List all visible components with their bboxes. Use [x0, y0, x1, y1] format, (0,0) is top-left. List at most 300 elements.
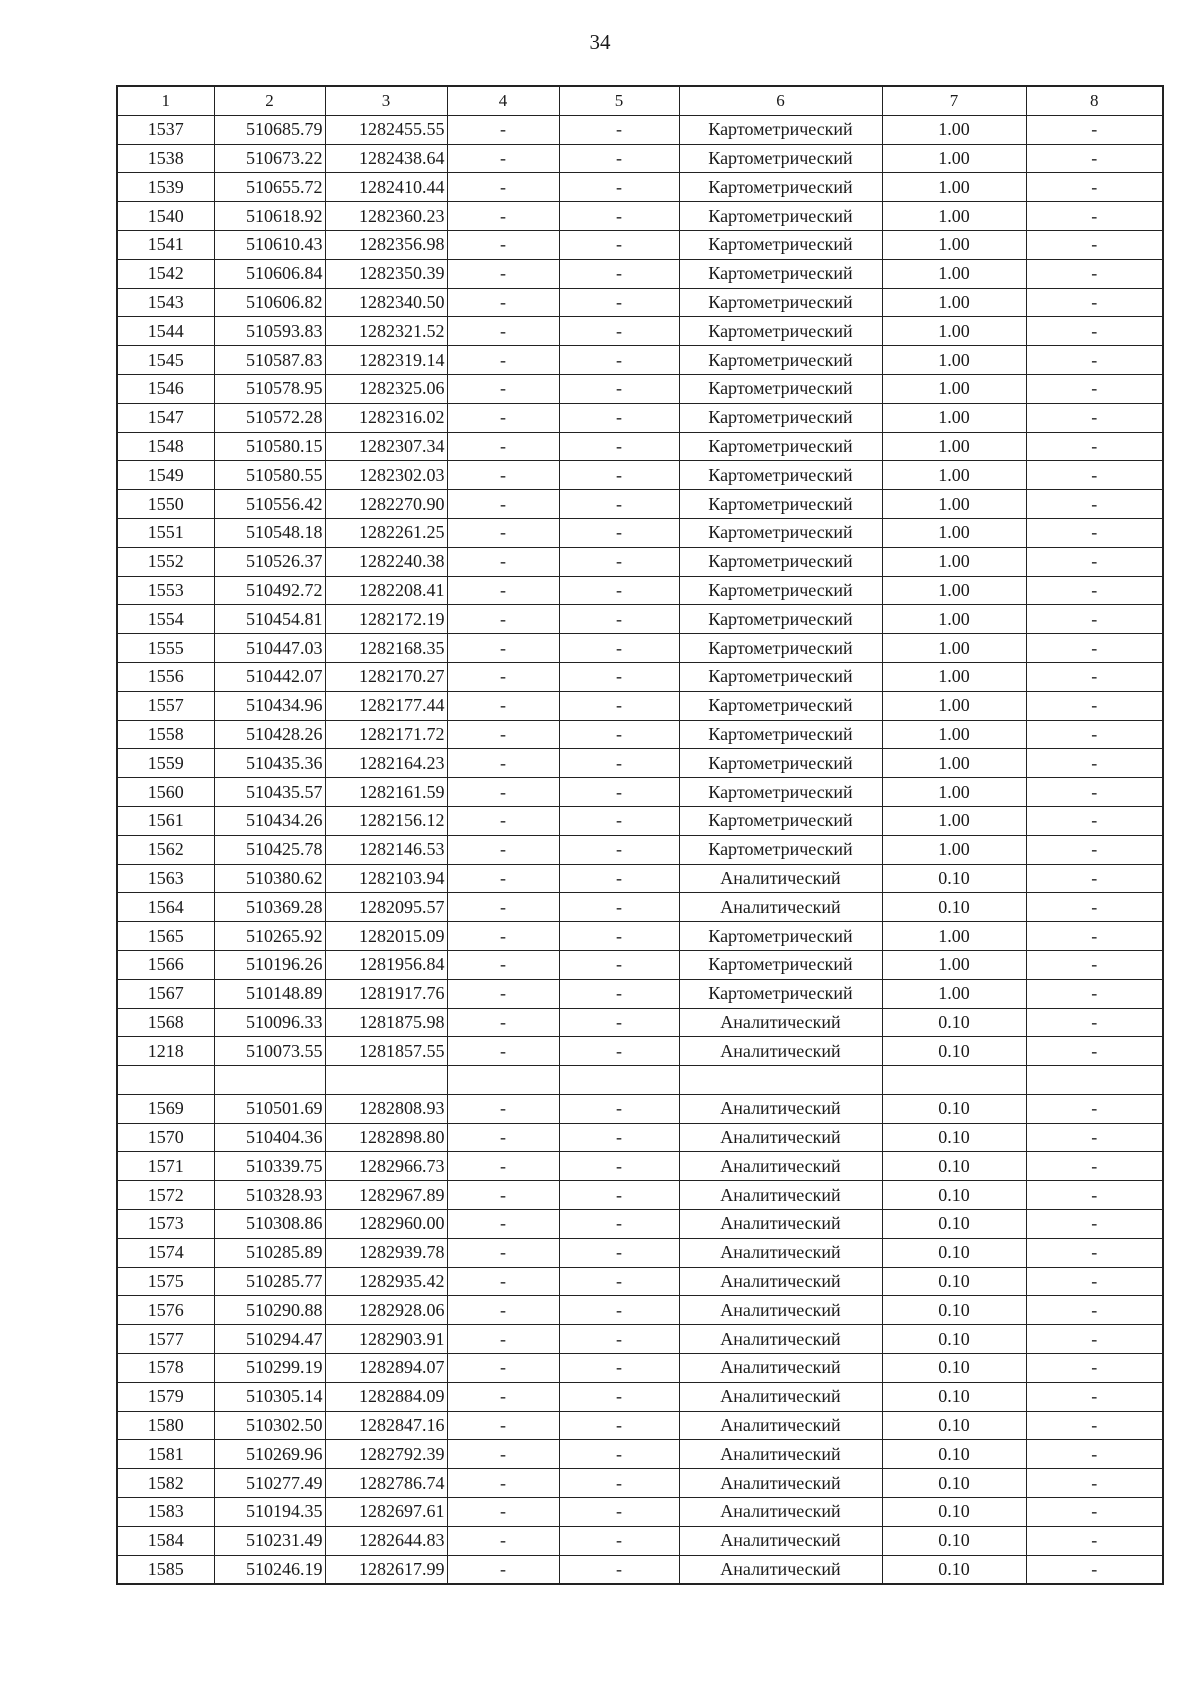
col-8-cell: -: [1026, 490, 1163, 519]
point-number-cell: 1562: [117, 835, 214, 864]
col-4-cell: -: [447, 1238, 559, 1267]
col-4-cell: [447, 1066, 559, 1095]
y-coordinate-cell: 1282208.41: [325, 576, 447, 605]
point-number-cell: 1540: [117, 202, 214, 231]
accuracy-cell: 1.00: [882, 979, 1026, 1008]
method-cell: Аналитический: [679, 1440, 882, 1469]
accuracy-cell: 0.10: [882, 1181, 1026, 1210]
col-5-cell: -: [559, 662, 679, 691]
method-cell: Аналитический: [679, 893, 882, 922]
header-cell-1: 1: [117, 86, 214, 115]
point-number-cell: 1583: [117, 1498, 214, 1527]
point-number-cell: 1560: [117, 778, 214, 807]
col-5-cell: -: [559, 950, 679, 979]
y-coordinate-cell: 1282903.91: [325, 1325, 447, 1354]
table-row: [117, 259, 1163, 288]
method-cell: Аналитический: [679, 1354, 882, 1383]
col-4-cell: -: [447, 1411, 559, 1440]
y-coordinate-cell: 1282095.57: [325, 893, 447, 922]
col-8-cell: -: [1026, 979, 1163, 1008]
accuracy-cell: 1.00: [882, 749, 1026, 778]
y-coordinate-cell: 1281857.55: [325, 1037, 447, 1066]
y-coordinate-cell: 1282786.74: [325, 1469, 447, 1498]
col-5-cell: -: [559, 691, 679, 720]
col-5-cell: -: [559, 259, 679, 288]
col-4-cell: -: [447, 1181, 559, 1210]
x-coordinate-cell: 510685.79: [214, 115, 325, 144]
x-coordinate-cell: 510369.28: [214, 893, 325, 922]
col-8-cell: -: [1026, 893, 1163, 922]
x-coordinate-cell: 510434.26: [214, 806, 325, 835]
x-coordinate-cell: 510269.96: [214, 1440, 325, 1469]
y-coordinate-cell: 1281956.84: [325, 950, 447, 979]
x-coordinate-cell: 510194.35: [214, 1498, 325, 1527]
method-cell: Картометрический: [679, 173, 882, 202]
col-5-cell: -: [559, 1008, 679, 1037]
point-number-cell: 1567: [117, 979, 214, 1008]
method-cell: Картометрический: [679, 144, 882, 173]
col-5-cell: -: [559, 864, 679, 893]
col-8-cell: -: [1026, 1526, 1163, 1555]
col-5-cell: -: [559, 374, 679, 403]
col-8-cell: -: [1026, 1555, 1163, 1584]
method-cell: Аналитический: [679, 1238, 882, 1267]
col-5-cell: -: [559, 1411, 679, 1440]
x-coordinate-cell: 510548.18: [214, 518, 325, 547]
col-8-cell: -: [1026, 259, 1163, 288]
point-number-cell: 1218: [117, 1037, 214, 1066]
x-coordinate-cell: 510442.07: [214, 662, 325, 691]
col-5-cell: -: [559, 922, 679, 951]
method-cell: Картометрический: [679, 806, 882, 835]
col-8-cell: -: [1026, 835, 1163, 864]
x-coordinate-cell: 510447.03: [214, 634, 325, 663]
header-cell-8: 8: [1026, 86, 1163, 115]
accuracy-cell: 1.00: [882, 374, 1026, 403]
point-number-cell: 1553: [117, 576, 214, 605]
col-5-cell: -: [559, 1037, 679, 1066]
header-cell-3: 3: [325, 86, 447, 115]
accuracy-cell: 1.00: [882, 230, 1026, 259]
y-coordinate-cell: 1282894.07: [325, 1354, 447, 1383]
accuracy-cell: 0.10: [882, 1325, 1026, 1354]
col-5-cell: -: [559, 1526, 679, 1555]
x-coordinate-cell: 510434.96: [214, 691, 325, 720]
col-8-cell: -: [1026, 720, 1163, 749]
col-8-cell: -: [1026, 605, 1163, 634]
x-coordinate-cell: 510578.95: [214, 374, 325, 403]
y-coordinate-cell: 1282939.78: [325, 1238, 447, 1267]
col-5-cell: -: [559, 1325, 679, 1354]
y-coordinate-cell: 1282356.98: [325, 230, 447, 259]
col-8-cell: -: [1026, 1469, 1163, 1498]
col-4-cell: -: [447, 259, 559, 288]
table-row: [117, 1008, 1163, 1037]
col-8-cell: -: [1026, 374, 1163, 403]
point-number-cell: 1578: [117, 1354, 214, 1383]
table-row: [117, 288, 1163, 317]
x-coordinate-cell: 510277.49: [214, 1469, 325, 1498]
col-4-cell: -: [447, 461, 559, 490]
method-cell: Аналитический: [679, 1325, 882, 1354]
table-row: [117, 173, 1163, 202]
col-4-cell: -: [447, 1325, 559, 1354]
point-number-cell: 1572: [117, 1181, 214, 1210]
col-5-cell: -: [559, 835, 679, 864]
x-coordinate-cell: 510556.42: [214, 490, 325, 519]
x-coordinate-cell: 510526.37: [214, 547, 325, 576]
table-row: [117, 1469, 1163, 1498]
col-5-cell: -: [559, 115, 679, 144]
table-row: [117, 835, 1163, 864]
point-number-cell: 1561: [117, 806, 214, 835]
col-4-cell: -: [447, 403, 559, 432]
x-coordinate-cell: 510606.84: [214, 259, 325, 288]
point-number-cell: 1555: [117, 634, 214, 663]
col-5-cell: -: [559, 979, 679, 1008]
col-5-cell: -: [559, 605, 679, 634]
table-row: [117, 778, 1163, 807]
method-cell: Аналитический: [679, 1411, 882, 1440]
y-coordinate-cell: 1282307.34: [325, 432, 447, 461]
col-4-cell: -: [447, 749, 559, 778]
method-cell: Аналитический: [679, 1152, 882, 1181]
point-number-cell: 1575: [117, 1267, 214, 1296]
col-8-cell: -: [1026, 1123, 1163, 1152]
x-coordinate-cell: 510610.43: [214, 230, 325, 259]
table-row: [117, 1325, 1163, 1354]
table-row: [117, 749, 1163, 778]
point-number-cell: 1558: [117, 720, 214, 749]
x-coordinate-cell: 510073.55: [214, 1037, 325, 1066]
table-row: [117, 662, 1163, 691]
y-coordinate-cell: 1282270.90: [325, 490, 447, 519]
point-number-cell: 1569: [117, 1094, 214, 1123]
accuracy-cell: 0.10: [882, 893, 1026, 922]
method-cell: Картометрический: [679, 202, 882, 231]
y-coordinate-cell: 1282967.89: [325, 1181, 447, 1210]
col-8-cell: -: [1026, 432, 1163, 461]
y-coordinate-cell: 1282360.23: [325, 202, 447, 231]
col-5-cell: -: [559, 403, 679, 432]
method-cell: [679, 1066, 882, 1095]
col-4-cell: -: [447, 691, 559, 720]
x-coordinate-cell: 510308.86: [214, 1210, 325, 1239]
point-number-cell: 1581: [117, 1440, 214, 1469]
col-8-cell: -: [1026, 1152, 1163, 1181]
table-row: [117, 806, 1163, 835]
y-coordinate-cell: 1282808.93: [325, 1094, 447, 1123]
col-5-cell: -: [559, 1094, 679, 1123]
method-cell: Аналитический: [679, 1008, 882, 1037]
x-coordinate-cell: [214, 1066, 325, 1095]
y-coordinate-cell: 1282340.50: [325, 288, 447, 317]
col-5-cell: -: [559, 1354, 679, 1383]
x-coordinate-cell: 510294.47: [214, 1325, 325, 1354]
method-cell: Картометрический: [679, 576, 882, 605]
table-row: [117, 432, 1163, 461]
col-5-cell: -: [559, 461, 679, 490]
accuracy-cell: 1.00: [882, 922, 1026, 951]
col-5-cell: -: [559, 432, 679, 461]
table-row: [117, 1382, 1163, 1411]
x-coordinate-cell: 510285.89: [214, 1238, 325, 1267]
col-8-cell: -: [1026, 1210, 1163, 1239]
col-8-cell: -: [1026, 864, 1163, 893]
method-cell: Аналитический: [679, 1498, 882, 1527]
col-4-cell: -: [447, 1094, 559, 1123]
y-coordinate-cell: 1282617.99: [325, 1555, 447, 1584]
page-number: 34: [589, 30, 611, 54]
method-cell: Картометрический: [679, 490, 882, 519]
y-coordinate-cell: 1282644.83: [325, 1526, 447, 1555]
method-cell: Картометрический: [679, 634, 882, 663]
accuracy-cell: 1.00: [882, 547, 1026, 576]
accuracy-cell: 1.00: [882, 115, 1026, 144]
table-row: [117, 1238, 1163, 1267]
col-5-cell: -: [559, 1123, 679, 1152]
table-row: [117, 144, 1163, 173]
col-8-cell: -: [1026, 922, 1163, 951]
x-coordinate-cell: 510580.15: [214, 432, 325, 461]
y-coordinate-cell: 1282898.80: [325, 1123, 447, 1152]
point-number-cell: 1574: [117, 1238, 214, 1267]
table-row: [117, 979, 1163, 1008]
header-cell-5: 5: [559, 86, 679, 115]
col-5-cell: [559, 1066, 679, 1095]
method-cell: Картометрический: [679, 979, 882, 1008]
accuracy-cell: 0.10: [882, 1469, 1026, 1498]
point-number-cell: 1547: [117, 403, 214, 432]
y-coordinate-cell: 1282792.39: [325, 1440, 447, 1469]
accuracy-cell: 1.00: [882, 576, 1026, 605]
x-coordinate-cell: 510587.83: [214, 346, 325, 375]
col-5-cell: -: [559, 144, 679, 173]
col-4-cell: -: [447, 317, 559, 346]
col-4-cell: -: [447, 893, 559, 922]
y-coordinate-cell: 1282884.09: [325, 1382, 447, 1411]
accuracy-cell: 0.10: [882, 1354, 1026, 1383]
col-4-cell: -: [447, 432, 559, 461]
col-5-cell: -: [559, 547, 679, 576]
point-number-cell: 1551: [117, 518, 214, 547]
x-coordinate-cell: 510572.28: [214, 403, 325, 432]
accuracy-cell: 0.10: [882, 1094, 1026, 1123]
accuracy-cell: 0.10: [882, 1238, 1026, 1267]
table-row: [117, 893, 1163, 922]
point-number-cell: 1559: [117, 749, 214, 778]
x-coordinate-cell: 510492.72: [214, 576, 325, 605]
col-8-cell: -: [1026, 173, 1163, 202]
method-cell: Аналитический: [679, 1094, 882, 1123]
accuracy-cell: 0.10: [882, 1008, 1026, 1037]
table-row: [117, 634, 1163, 663]
point-number-cell: 1564: [117, 893, 214, 922]
col-5-cell: -: [559, 806, 679, 835]
point-number-cell: 1565: [117, 922, 214, 951]
table-row: [117, 346, 1163, 375]
y-coordinate-cell: 1282438.64: [325, 144, 447, 173]
method-cell: Аналитический: [679, 1469, 882, 1498]
col-4-cell: -: [447, 230, 559, 259]
accuracy-cell: 0.10: [882, 1296, 1026, 1325]
method-cell: Картометрический: [679, 115, 882, 144]
y-coordinate-cell: 1282350.39: [325, 259, 447, 288]
col-4-cell: -: [447, 778, 559, 807]
accuracy-cell: 1.00: [882, 950, 1026, 979]
col-4-cell: -: [447, 1440, 559, 1469]
x-coordinate-cell: 510435.57: [214, 778, 325, 807]
header-cell-6: 6: [679, 86, 882, 115]
y-coordinate-cell: 1282316.02: [325, 403, 447, 432]
col-5-cell: -: [559, 1267, 679, 1296]
col-8-cell: -: [1026, 317, 1163, 346]
table-row: [117, 202, 1163, 231]
col-8-cell: -: [1026, 1238, 1163, 1267]
x-coordinate-cell: 510148.89: [214, 979, 325, 1008]
col-4-cell: -: [447, 1123, 559, 1152]
method-cell: Картометрический: [679, 547, 882, 576]
accuracy-cell: 1.00: [882, 432, 1026, 461]
table-row: [117, 490, 1163, 519]
col-5-cell: -: [559, 173, 679, 202]
accuracy-cell: 0.10: [882, 1526, 1026, 1555]
accuracy-cell: 1.00: [882, 605, 1026, 634]
point-number-cell: 1571: [117, 1152, 214, 1181]
x-coordinate-cell: 510196.26: [214, 950, 325, 979]
point-number-cell: 1582: [117, 1469, 214, 1498]
accuracy-cell: 1.00: [882, 778, 1026, 807]
table-row: [117, 576, 1163, 605]
method-cell: Картометрический: [679, 461, 882, 490]
col-5-cell: -: [559, 634, 679, 663]
accuracy-cell: 0.10: [882, 1440, 1026, 1469]
point-number-cell: 1556: [117, 662, 214, 691]
x-coordinate-cell: 510246.19: [214, 1555, 325, 1584]
table-row: [117, 461, 1163, 490]
col-4-cell: -: [447, 518, 559, 547]
table-row: [117, 1037, 1163, 1066]
point-number-cell: 1576: [117, 1296, 214, 1325]
point-number-cell: 1539: [117, 173, 214, 202]
y-coordinate-cell: 1282103.94: [325, 864, 447, 893]
col-8-cell: -: [1026, 461, 1163, 490]
table-row: [117, 605, 1163, 634]
y-coordinate-cell: 1282261.25: [325, 518, 447, 547]
col-4-cell: -: [447, 374, 559, 403]
table-row: [117, 1555, 1163, 1584]
table-row: [117, 864, 1163, 893]
col-5-cell: -: [559, 576, 679, 605]
point-number-cell: 1563: [117, 864, 214, 893]
col-4-cell: -: [447, 1210, 559, 1239]
table-row: [117, 230, 1163, 259]
col-5-cell: -: [559, 202, 679, 231]
col-4-cell: -: [447, 922, 559, 951]
accuracy-cell: 0.10: [882, 864, 1026, 893]
col-8-cell: -: [1026, 806, 1163, 835]
method-cell: Аналитический: [679, 1526, 882, 1555]
y-coordinate-cell: 1282164.23: [325, 749, 447, 778]
col-4-cell: -: [447, 1152, 559, 1181]
table-row: [117, 1066, 1163, 1095]
col-8-cell: -: [1026, 547, 1163, 576]
accuracy-cell: 1.00: [882, 634, 1026, 663]
point-number-cell: 1584: [117, 1526, 214, 1555]
col-8-cell: -: [1026, 1094, 1163, 1123]
col-4-cell: -: [447, 979, 559, 1008]
col-8-cell: -: [1026, 1037, 1163, 1066]
col-5-cell: -: [559, 1555, 679, 1584]
x-coordinate-cell: 510305.14: [214, 1382, 325, 1411]
y-coordinate-cell: 1281875.98: [325, 1008, 447, 1037]
col-8-cell: -: [1026, 634, 1163, 663]
table-row: [117, 1526, 1163, 1555]
method-cell: Картометрический: [679, 288, 882, 317]
col-4-cell: -: [447, 605, 559, 634]
method-cell: Картометрический: [679, 922, 882, 951]
col-4-cell: -: [447, 490, 559, 519]
y-coordinate-cell: 1282321.52: [325, 317, 447, 346]
col-4-cell: -: [447, 1296, 559, 1325]
y-coordinate-cell: 1282177.44: [325, 691, 447, 720]
col-4-cell: -: [447, 806, 559, 835]
col-4-cell: -: [447, 950, 559, 979]
col-8-cell: -: [1026, 662, 1163, 691]
table-row: [117, 1123, 1163, 1152]
col-4-cell: -: [447, 1526, 559, 1555]
y-coordinate-cell: 1282156.12: [325, 806, 447, 835]
point-number-cell: 1543: [117, 288, 214, 317]
col-5-cell: -: [559, 1498, 679, 1527]
accuracy-cell: 0.10: [882, 1267, 1026, 1296]
point-number-cell: 1545: [117, 346, 214, 375]
table-row: [117, 691, 1163, 720]
col-5-cell: -: [559, 1210, 679, 1239]
point-number-cell: 1570: [117, 1123, 214, 1152]
y-coordinate-cell: 1282960.00: [325, 1210, 447, 1239]
col-5-cell: -: [559, 1382, 679, 1411]
table-row: [117, 922, 1163, 951]
col-4-cell: -: [447, 1037, 559, 1066]
accuracy-cell: 1.00: [882, 346, 1026, 375]
x-coordinate-cell: 510425.78: [214, 835, 325, 864]
col-8-cell: -: [1026, 1382, 1163, 1411]
x-coordinate-cell: 510673.22: [214, 144, 325, 173]
method-cell: Аналитический: [679, 1555, 882, 1584]
y-coordinate-cell: 1281917.76: [325, 979, 447, 1008]
col-4-cell: -: [447, 1469, 559, 1498]
point-number-cell: 1548: [117, 432, 214, 461]
point-number-cell: 1579: [117, 1382, 214, 1411]
accuracy-cell: 1.00: [882, 835, 1026, 864]
accuracy-cell: 1.00: [882, 691, 1026, 720]
accuracy-cell: 1.00: [882, 173, 1026, 202]
accuracy-cell: 0.10: [882, 1382, 1026, 1411]
col-8-cell: -: [1026, 144, 1163, 173]
header-cell-7: 7: [882, 86, 1026, 115]
table-header-row: [117, 86, 1163, 115]
accuracy-cell: 1.00: [882, 490, 1026, 519]
accuracy-cell: 0.10: [882, 1152, 1026, 1181]
accuracy-cell: 1.00: [882, 288, 1026, 317]
col-4-cell: -: [447, 173, 559, 202]
point-number-cell: 1557: [117, 691, 214, 720]
y-coordinate-cell: 1282325.06: [325, 374, 447, 403]
table-row: [117, 1094, 1163, 1123]
col-8-cell: -: [1026, 749, 1163, 778]
table-body: [117, 86, 1163, 1584]
